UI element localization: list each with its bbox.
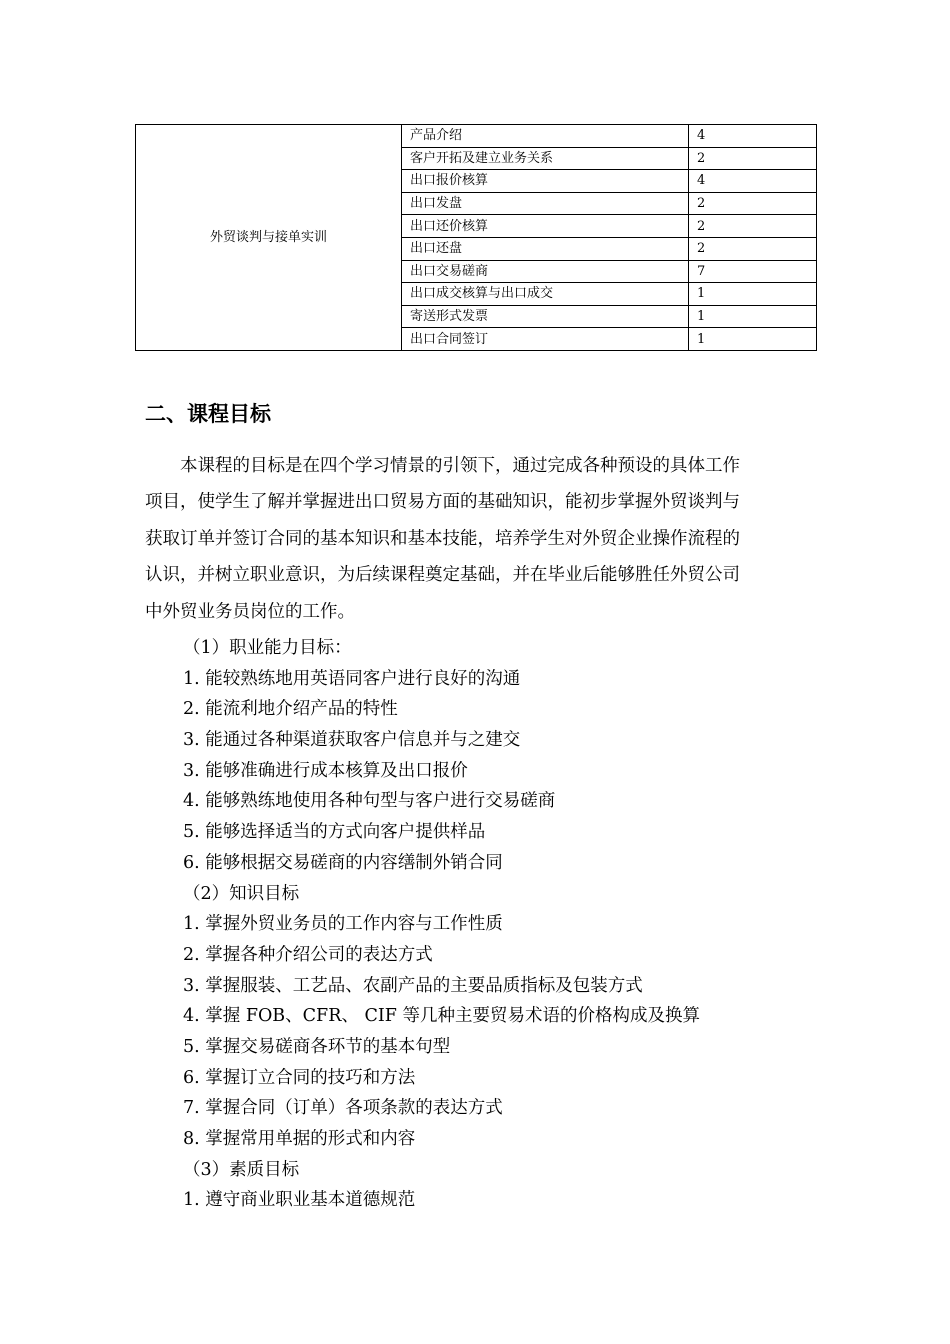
goal-item: 5. 能够选择适当的方式向客户提供样品 xyxy=(183,822,486,843)
hours-cell: 4 xyxy=(689,125,817,148)
goals-list xyxy=(145,633,810,1216)
intro-paragraph xyxy=(145,448,810,630)
table-row xyxy=(136,125,817,148)
goal-subheading: （1）职业能力目标： xyxy=(183,638,352,658)
task-cell: 产品介绍 xyxy=(402,125,689,148)
goal-item: 3. 掌握服装、工艺品、农副产品的主要品质指标及包装方式 xyxy=(183,975,643,996)
task-cell: 寄送形式发票 xyxy=(402,305,689,328)
hours-cell: 2 xyxy=(689,147,817,170)
hours-cell: 4 xyxy=(689,170,817,193)
module-name-cell: 外贸谈判与接单实训 xyxy=(136,125,402,351)
goal-item: 6. 掌握订立合同的技巧和方法 xyxy=(183,1067,416,1088)
course-hours-table xyxy=(135,124,817,351)
task-cell: 出口还价核算 xyxy=(402,215,689,238)
hours-cell: 1 xyxy=(689,305,817,328)
intro-line: 认识，并树立职业意识，为后续课程奠定基础，并在毕业后能够胜任外贸公司 xyxy=(145,565,740,586)
goal-item: 2. 能流利地介绍产品的特性 xyxy=(183,699,398,720)
task-cell: 出口成交核算与出口成交 xyxy=(402,283,689,306)
hours-cell: 7 xyxy=(689,260,817,283)
task-cell: 出口交易磋商 xyxy=(402,260,689,283)
goal-subheading: （2）知识目标 xyxy=(183,883,300,904)
hours-cell: 2 xyxy=(689,237,817,260)
intro-line: 本课程的目标是在四个学习情景的引领下，通过完成各种预设的具体工作 xyxy=(180,456,740,476)
goal-item: 1. 遵守商业职业基本道德规范 xyxy=(183,1190,416,1211)
goal-item: 1. 能较熟练地用英语同客户进行良好的沟通 xyxy=(183,668,521,689)
goal-subheading: （3）素质目标 xyxy=(183,1159,300,1180)
goal-item: 3. 能够准确进行成本核算及出口报价 xyxy=(183,760,468,781)
goal-item: 2. 掌握各种介绍公司的表达方式 xyxy=(183,944,433,965)
intro-line: 中外贸业务员岗位的工作。 xyxy=(145,601,355,622)
goal-item: 6. 能够根据交易磋商的内容缮制外销合同 xyxy=(183,852,503,873)
hours-cell: 2 xyxy=(689,215,817,238)
goal-item: 5. 掌握交易磋商各环节的基本句型 xyxy=(183,1036,451,1057)
hours-cell: 1 xyxy=(689,328,817,351)
intro-line: 项目，使学生了解并掌握进出口贸易方面的基础知识，能初步掌握外贸谈判与 xyxy=(145,492,740,513)
goal-item: 7. 掌握合同（订单）各项条款的表达方式 xyxy=(183,1098,503,1119)
goal-item: 1. 掌握外贸业务员的工作内容与工作性质 xyxy=(183,914,503,935)
hours-cell: 2 xyxy=(689,192,817,215)
goal-item: 4. 掌握 FOB、CFR、 CIF 等几种主要贸易术语的价格构成及换算 xyxy=(183,1006,700,1027)
intro-line: 获取订单并签订合同的基本知识和基本技能，培养学生对外贸企业操作流程的 xyxy=(145,528,740,549)
goal-item: 8. 掌握常用单据的形式和内容 xyxy=(183,1129,416,1149)
goal-item: 4. 能够熟练地使用各种句型与客户进行交易磋商 xyxy=(183,791,556,812)
task-cell: 出口还盘 xyxy=(402,237,689,260)
task-cell: 客户开拓及建立业务关系 xyxy=(402,147,689,170)
section-heading: 二、课程目标 xyxy=(145,402,271,426)
task-cell: 出口报价核算 xyxy=(402,170,689,193)
task-cell: 出口发盘 xyxy=(402,192,689,215)
hours-cell: 1 xyxy=(689,283,817,306)
task-cell: 出口合同签订 xyxy=(402,328,689,351)
goal-item: 3. 能通过各种渠道获取客户信息并与之建交 xyxy=(183,730,521,751)
